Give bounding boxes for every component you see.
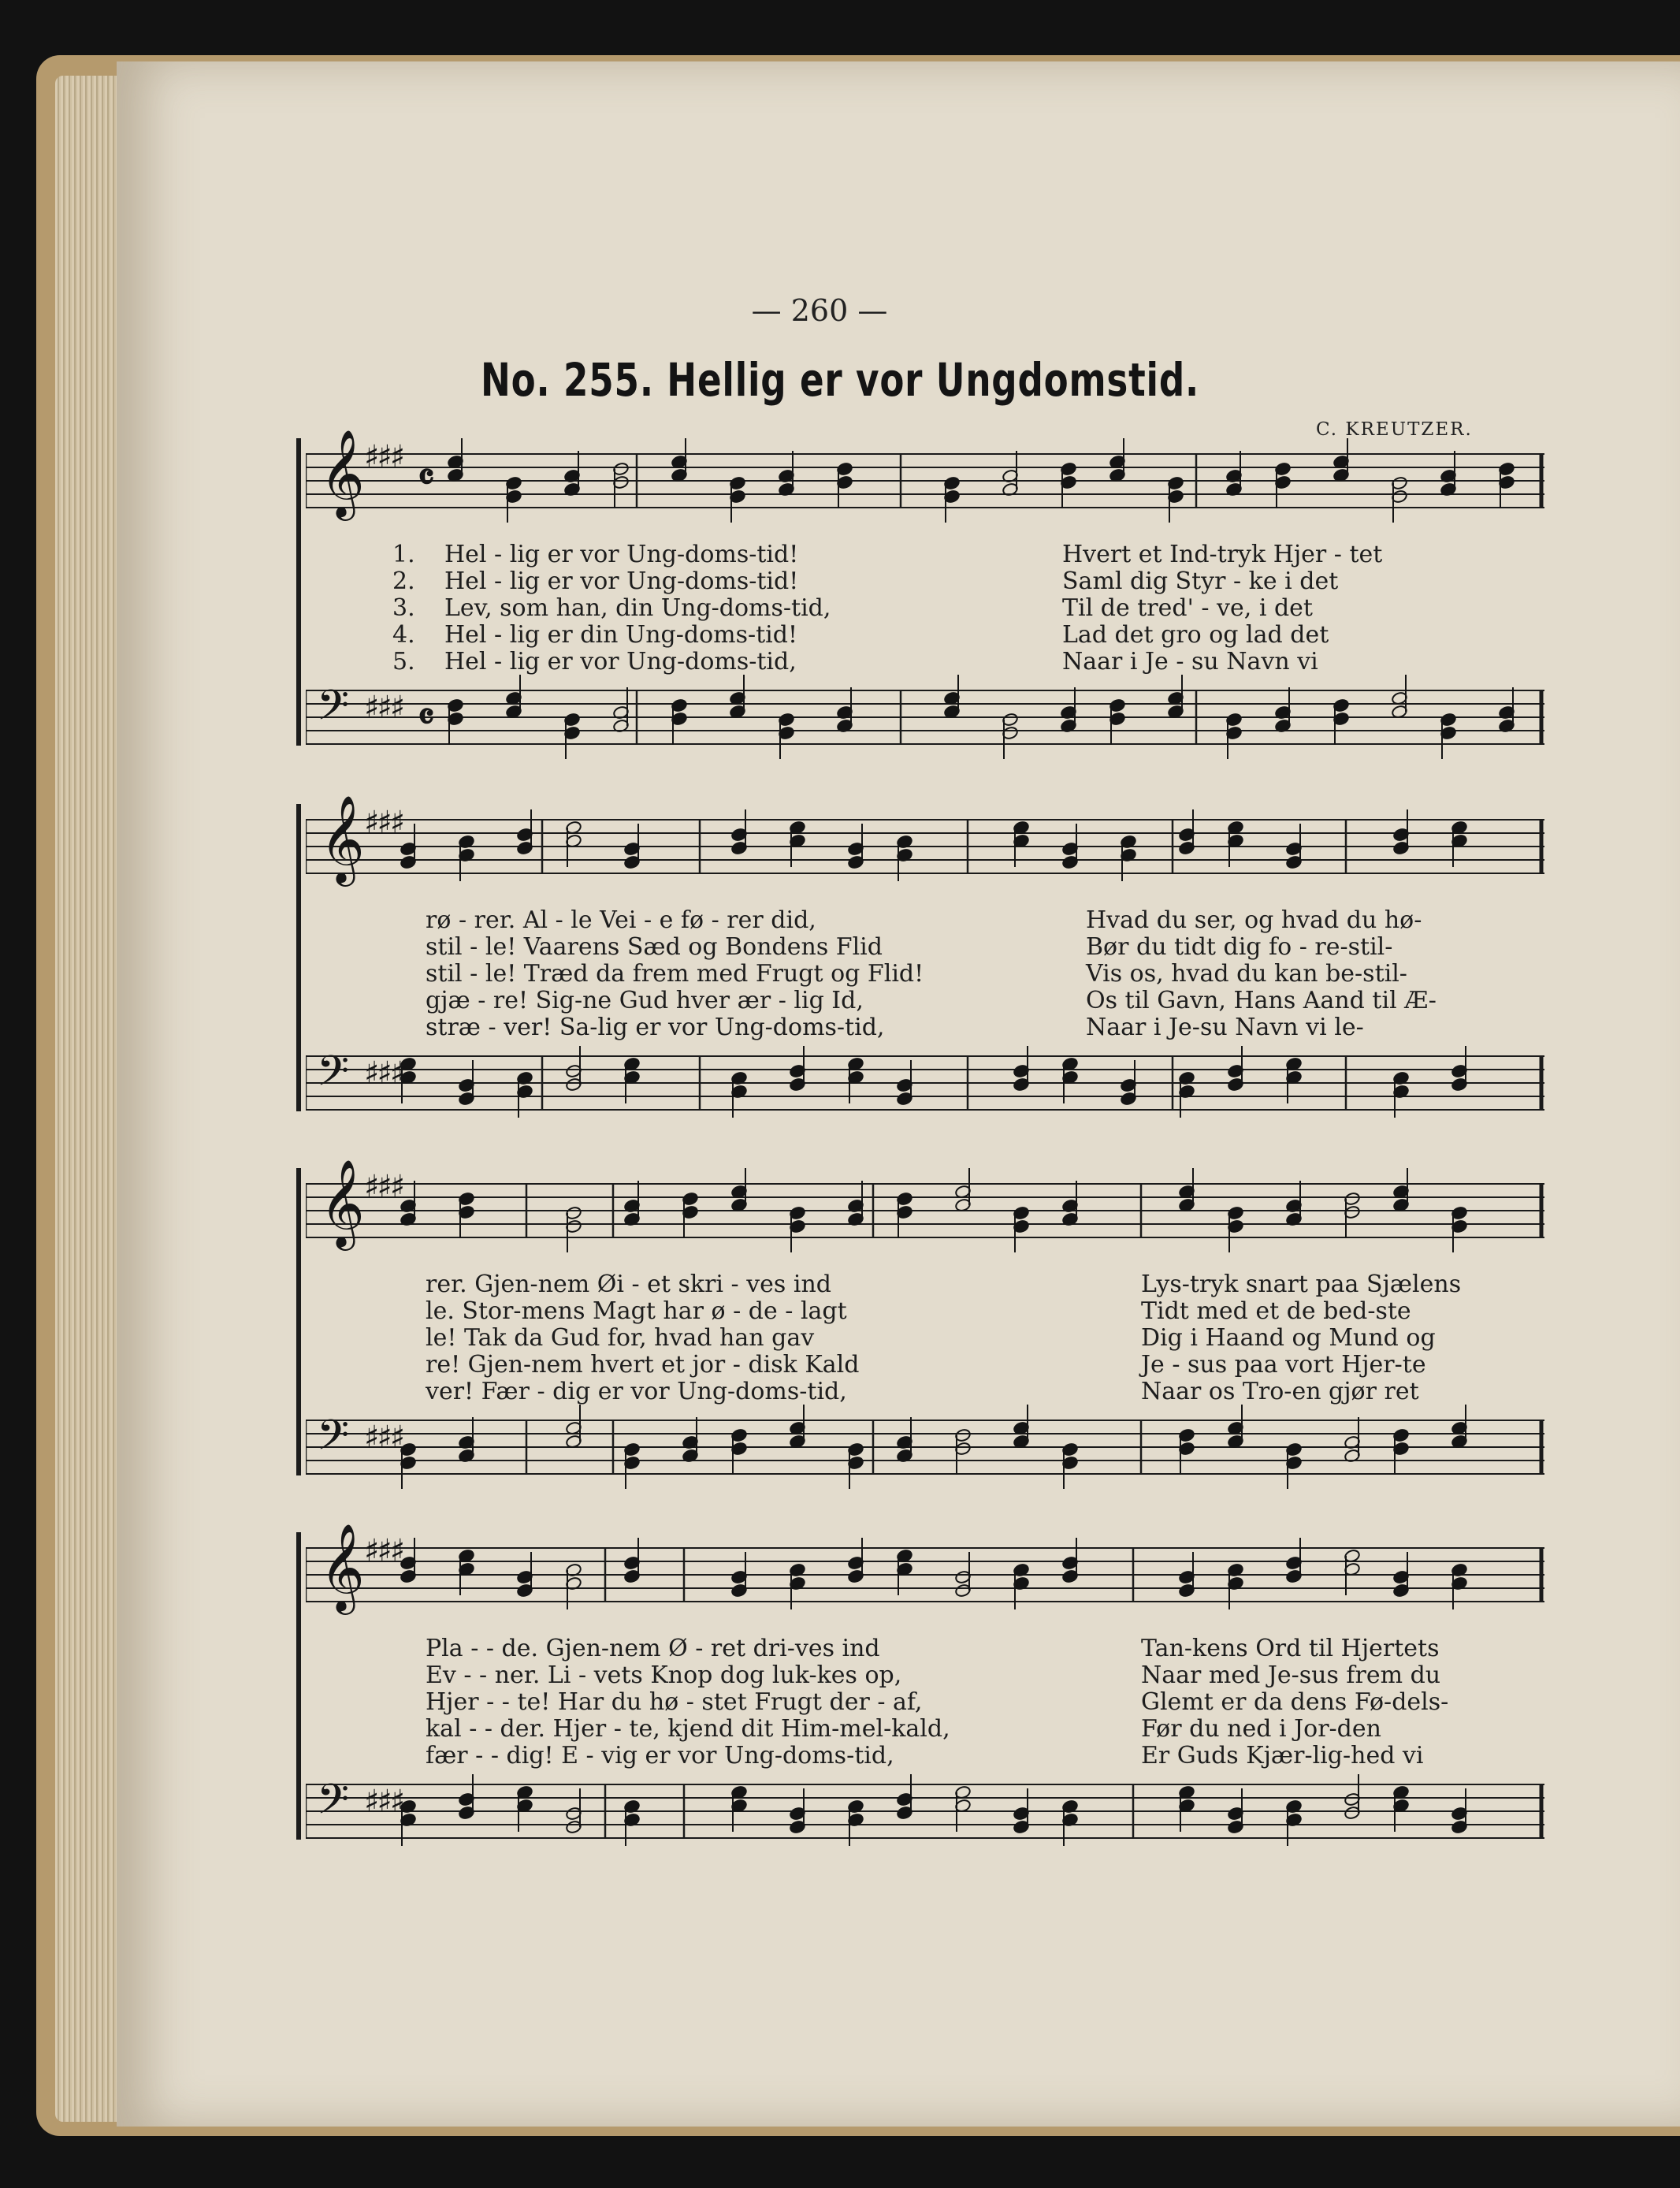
lyric-first-half: Hel - lig er vor Ung-doms-tid! bbox=[444, 567, 799, 595]
lyric-line bbox=[306, 1378, 1544, 1405]
treble-clef-icon: 𝄞 bbox=[320, 429, 365, 517]
key-signature-sharps-icon: ♯♯♯ bbox=[364, 1169, 403, 1205]
lyric-first-half: re! Gjen-nem hvert et jor - disk Kald bbox=[426, 1351, 860, 1379]
lyric-line bbox=[306, 1271, 1544, 1297]
lyric-line bbox=[306, 960, 1544, 987]
lyric-first-half: Ev - - ner. Li - vets Knop dog luk-kes op, bbox=[426, 1661, 902, 1689]
lyric-second-half: Tan-kens Ord til Hjertets bbox=[1141, 1635, 1440, 1662]
lyric-line bbox=[306, 648, 1544, 675]
lyric-second-half: Naar os Tro-en gjør ret bbox=[1141, 1378, 1419, 1405]
lyric-second-half: Til de tred' - ve, i det bbox=[1062, 594, 1313, 622]
system-bracket bbox=[296, 1532, 301, 1840]
verse-number: 1. bbox=[392, 541, 415, 568]
lyric-line bbox=[306, 1014, 1544, 1040]
lyric-first-half: Hel - lig er vor Ung-doms-tid! bbox=[444, 541, 799, 568]
lyric-second-half: Naar i Je-su Navn vi le- bbox=[1086, 1014, 1364, 1041]
lyric-second-half: Naar med Je-sus frem du bbox=[1141, 1661, 1441, 1689]
lyric-first-half: stil - le! Træd da frem med Frugt og Flid! bbox=[426, 960, 924, 988]
lyric-first-half: le. Stor-mens Magt har ø - de - lagt bbox=[426, 1297, 847, 1325]
common-time-icon: 𝄴 bbox=[418, 695, 435, 739]
lyric-first-half: le! Tak da Gud for, hvad han gav bbox=[426, 1324, 815, 1352]
lyric-line bbox=[306, 1324, 1544, 1351]
verse-number: 2. bbox=[392, 567, 415, 595]
bass-clef-icon: 𝄢 bbox=[317, 1047, 350, 1106]
lyric-second-half: Vis os, hvad du kan be-stil- bbox=[1086, 960, 1407, 988]
treble-staff bbox=[306, 794, 1544, 891]
lyric-line bbox=[306, 1688, 1544, 1715]
composer: C. KREUTZER. bbox=[1316, 419, 1473, 440]
lyric-line bbox=[306, 1661, 1544, 1688]
verse-number: 5. bbox=[392, 648, 415, 675]
lyric-first-half: Hel - lig er din Ung-doms-tid! bbox=[444, 621, 798, 649]
music-system bbox=[306, 794, 1544, 1127]
key-signature-sharps-icon: ♯♯♯ bbox=[364, 805, 403, 841]
treble-staff bbox=[306, 1159, 1544, 1255]
lyric-first-half: ver! Fær - dig er vor Ung-doms-tid, bbox=[426, 1378, 847, 1405]
key-signature-sharps-icon: ♯♯♯ bbox=[364, 1055, 403, 1092]
lyric-second-half: Bør du tidt dig fo - re-stil- bbox=[1086, 933, 1393, 961]
lyric-first-half: Lev, som han, din Ung-doms-tid, bbox=[444, 594, 831, 622]
bass-clef-icon: 𝄢 bbox=[317, 1776, 350, 1834]
lyric-second-half: Lad det gro og lad det bbox=[1062, 621, 1329, 649]
lyric-second-half: Er Guds Kjær-lig-hed vi bbox=[1141, 1742, 1424, 1769]
lyric-line bbox=[306, 567, 1544, 594]
lyric-second-half: Hvad du ser, og hvad du hø- bbox=[1086, 906, 1422, 934]
system-bracket bbox=[296, 804, 301, 1111]
lyric-second-half: Naar i Je - su Navn vi bbox=[1062, 648, 1318, 675]
lyric-line bbox=[306, 1715, 1544, 1742]
bass-staff bbox=[306, 1769, 1544, 1855]
key-signature-sharps-icon: ♯♯♯ bbox=[364, 690, 403, 726]
lyric-first-half: stræ - ver! Sa-lig er vor Ung-doms-tid, bbox=[426, 1014, 885, 1041]
key-signature-sharps-icon: ♯♯♯ bbox=[364, 1420, 403, 1456]
lyric-second-half: Glemt er da dens Fø-dels- bbox=[1141, 1688, 1449, 1716]
verse-number: 3. bbox=[392, 594, 415, 622]
lyric-first-half: rer. Gjen-nem Øi - et skri - ves ind bbox=[426, 1271, 831, 1298]
lyric-second-half: Os til Gavn, Hans Aand til Æ- bbox=[1086, 987, 1437, 1014]
lyric-second-half: Saml dig Styr - ke i det bbox=[1062, 567, 1339, 595]
lyric-line bbox=[306, 906, 1544, 933]
lyric-first-half: gjæ - re! Sig-ne Gud hver ær - lig Id, bbox=[426, 987, 864, 1014]
lyric-first-half: Pla - - de. Gjen-nem Ø - ret dri-ves ind bbox=[426, 1635, 880, 1662]
bass-clef-icon: 𝄢 bbox=[317, 1412, 350, 1470]
lyric-first-half: rø - rer. Al - le Vei - e fø - rer did, bbox=[426, 906, 816, 934]
lyric-first-half: Hel - lig er vor Ung-doms-tid, bbox=[444, 648, 797, 675]
lyric-line bbox=[306, 1635, 1544, 1661]
lyric-first-half: stil - le! Vaarens Sæd og Bondens Flid bbox=[426, 933, 883, 961]
verse-number: 4. bbox=[392, 621, 415, 649]
bass-staff bbox=[306, 1040, 1544, 1127]
lyric-line bbox=[306, 621, 1544, 648]
lyric-line bbox=[306, 1742, 1544, 1769]
treble-staff bbox=[306, 1523, 1544, 1619]
treble-clef-icon: 𝄞 bbox=[320, 1523, 365, 1611]
treble-clef-icon: 𝄞 bbox=[320, 1159, 365, 1247]
lyric-line bbox=[306, 933, 1544, 960]
lyric-second-half: Tidt med et de bed-ste bbox=[1141, 1297, 1411, 1325]
key-signature-sharps-icon: ♯♯♯ bbox=[364, 439, 403, 475]
lyric-line bbox=[306, 987, 1544, 1014]
lyric-second-half: Je - sus paa vort Hjer-te bbox=[1141, 1351, 1426, 1379]
lyric-second-half: Lys-tryk snart paa Sjælens bbox=[1141, 1271, 1462, 1298]
key-signature-sharps-icon: ♯♯♯ bbox=[364, 1784, 403, 1820]
bass-clef-icon: 𝄢 bbox=[317, 682, 350, 740]
music-system bbox=[306, 1159, 1544, 1491]
lyric-second-half: Hvert et Ind-tryk Hjer - tet bbox=[1062, 541, 1383, 568]
lyric-first-half: Hjer - - te! Har du hø - stet Frugt der - af, bbox=[426, 1688, 923, 1716]
common-time-icon: 𝄴 bbox=[418, 456, 435, 500]
hymn-title: No. 255. Hellig er vor Ungdomstid. bbox=[481, 353, 1199, 407]
system-bracket bbox=[296, 1168, 301, 1475]
page-number: — 260 — bbox=[751, 293, 888, 328]
lyric-line bbox=[306, 1297, 1544, 1324]
lyric-second-half: Dig i Haand og Mund og bbox=[1141, 1324, 1436, 1352]
lyric-line bbox=[306, 1351, 1544, 1378]
bass-staff bbox=[306, 1405, 1544, 1491]
bass-staff bbox=[306, 675, 1544, 761]
music-system bbox=[306, 1523, 1544, 1855]
lyric-line bbox=[306, 541, 1544, 567]
treble-clef-icon: 𝄞 bbox=[320, 794, 365, 883]
lyric-second-half: Før du ned i Jor-den bbox=[1141, 1715, 1381, 1743]
lyric-first-half: fær - - dig! E - vig er vor Ung-doms-tid, bbox=[426, 1742, 894, 1769]
lyric-first-half: kal - - der. Hjer - te, kjend dit Him-mel-kald, bbox=[426, 1715, 950, 1743]
key-signature-sharps-icon: ♯♯♯ bbox=[364, 1533, 403, 1569]
system-bracket bbox=[296, 438, 301, 746]
lyric-line bbox=[306, 594, 1544, 621]
